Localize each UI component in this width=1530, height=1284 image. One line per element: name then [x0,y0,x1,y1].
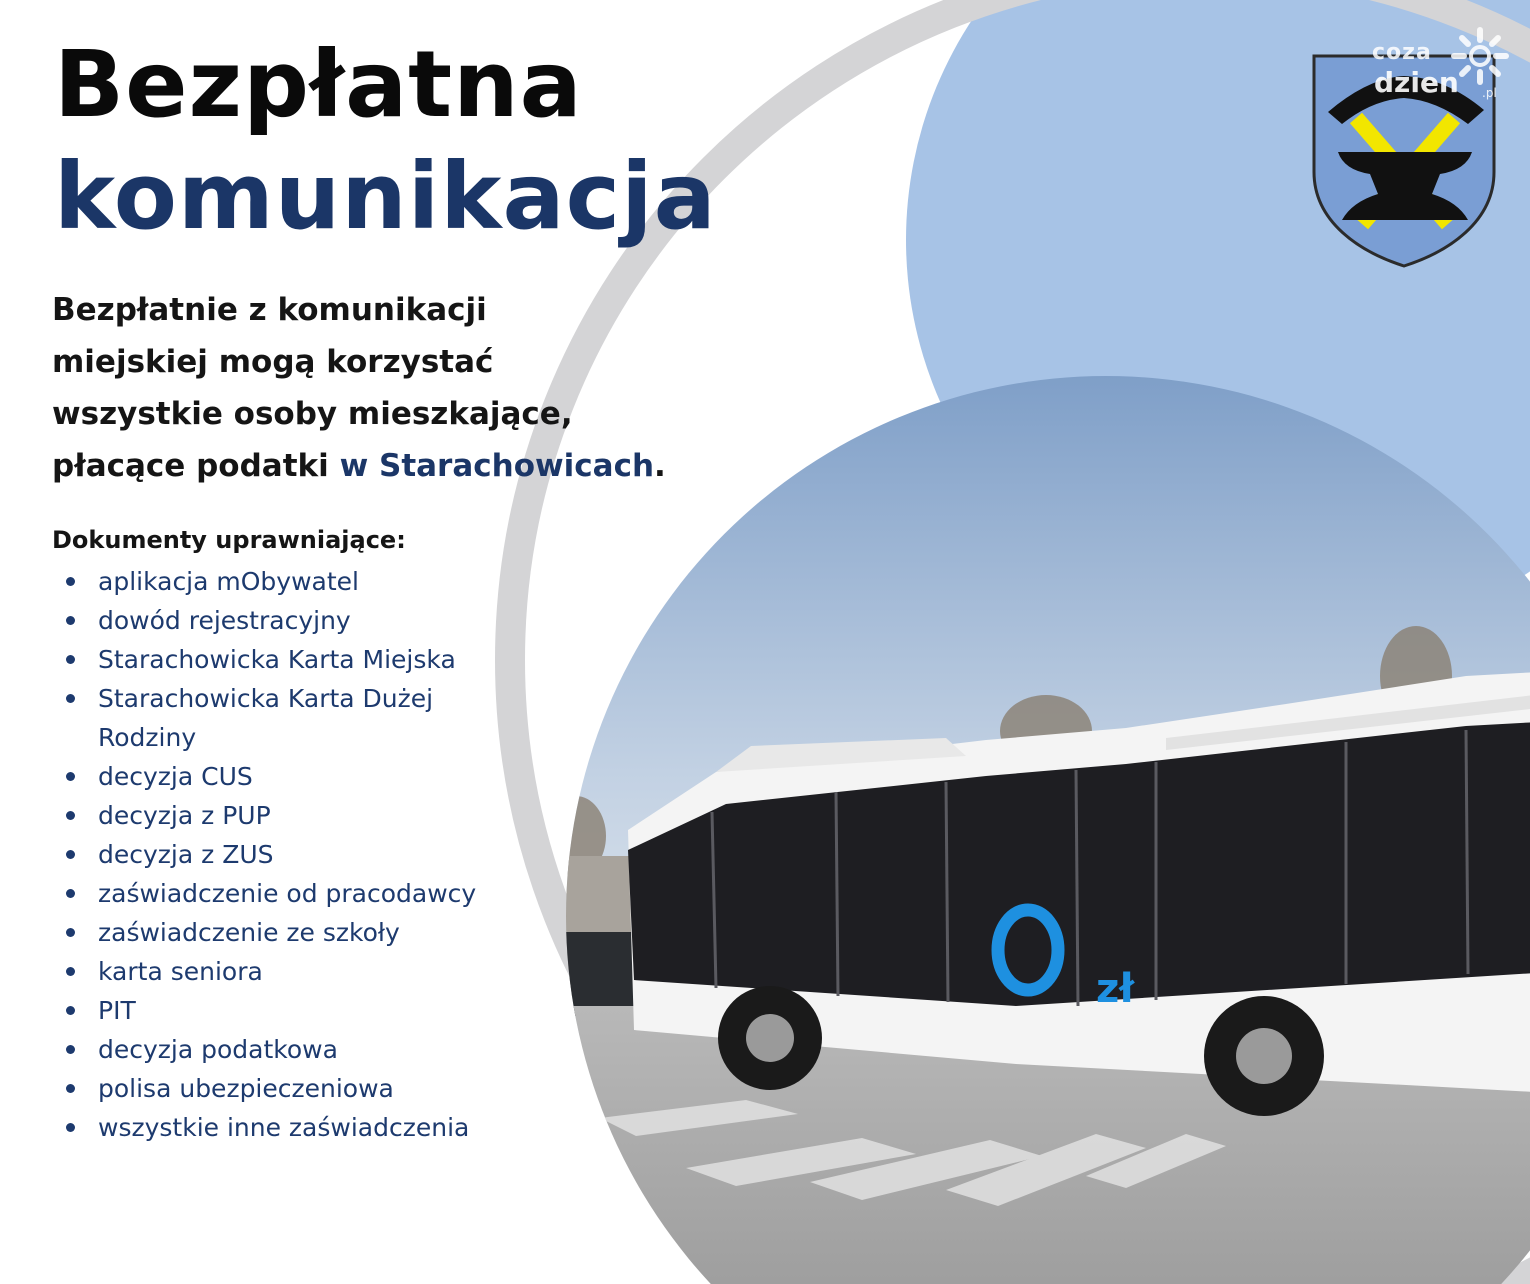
document-item-label: decyzja z PUP [98,801,271,830]
document-item-label: decyzja z ZUS [98,840,274,869]
intro-line: płacące podatki [52,448,340,484]
zl-decal: zł [1096,966,1135,1012]
bullet-icon [66,772,75,781]
document-item [52,757,502,796]
document-item [52,1030,502,1069]
bullet-icon [66,811,75,820]
bus-photo-illustration [566,376,1530,1284]
document-item-label: decyzja podatkowa [98,1035,338,1064]
document-item [52,1108,502,1147]
bullet-icon [66,889,75,898]
document-item-label: karta seniora [98,957,263,986]
intro-line: Bezpłatnie z komunikacji [52,292,487,328]
watermark-text: dzien [1374,66,1459,99]
document-item-label: aplikacja mObywatel [98,567,359,596]
intro-line: wszystkie osoby mieszkające, [52,396,573,432]
bus-photo [566,376,1530,1284]
document-item-label: wszystkie inne zaświadczenia [98,1113,470,1142]
document-item [52,601,502,640]
bullet-icon [66,577,75,586]
document-item-label: decyzja CUS [98,762,253,791]
document-item [52,952,502,991]
bullet-icon [66,694,75,703]
document-item [52,796,502,835]
bullet-icon [66,1084,75,1093]
document-item-label: Starachowicka Karta Dużej Rodziny [98,684,434,752]
bullet-icon [66,1045,75,1054]
intro-paragraph [52,284,732,492]
title-line-2: komunikacja [54,143,717,250]
watermark-text: coza [1372,40,1432,65]
document-item-label: zaświadczenie od pracodawcy [98,879,477,908]
watermark-text: .pl [1482,86,1497,100]
title-line-1: Bezpłatna [54,31,583,138]
bullet-icon [66,616,75,625]
document-item-label: Starachowicka Karta Miejska [98,645,456,674]
document-item [52,874,502,913]
document-item [52,991,502,1030]
document-item [52,640,502,679]
documents-heading: Dokumenty uprawniające: [52,526,406,554]
document-item [52,1069,502,1108]
intro-line: miejskiej mogą korzystać [52,344,494,380]
document-item [52,562,502,601]
document-item-label: zaświadczenie ze szkoły [98,918,400,947]
document-item-label: dowód rejestracyjny [98,606,351,635]
parked-car [566,932,636,1016]
document-item-label: polisa ubezpieczeniowa [98,1074,394,1103]
bullet-icon [66,1006,75,1015]
bullet-icon [66,850,75,859]
documents-list [52,562,502,1147]
intro-city: w Starachowicach [339,448,655,484]
document-item-label: PIT [98,996,136,1025]
sun-icon [1450,26,1510,86]
document-item [52,835,502,874]
bullet-icon [66,655,75,664]
bullet-icon [66,1123,75,1132]
intro-period: . [654,448,666,484]
watermark-logo [1372,26,1512,106]
bullet-icon [66,928,75,937]
document-item [52,679,502,757]
bullet-icon [66,967,75,976]
document-item [52,913,502,952]
